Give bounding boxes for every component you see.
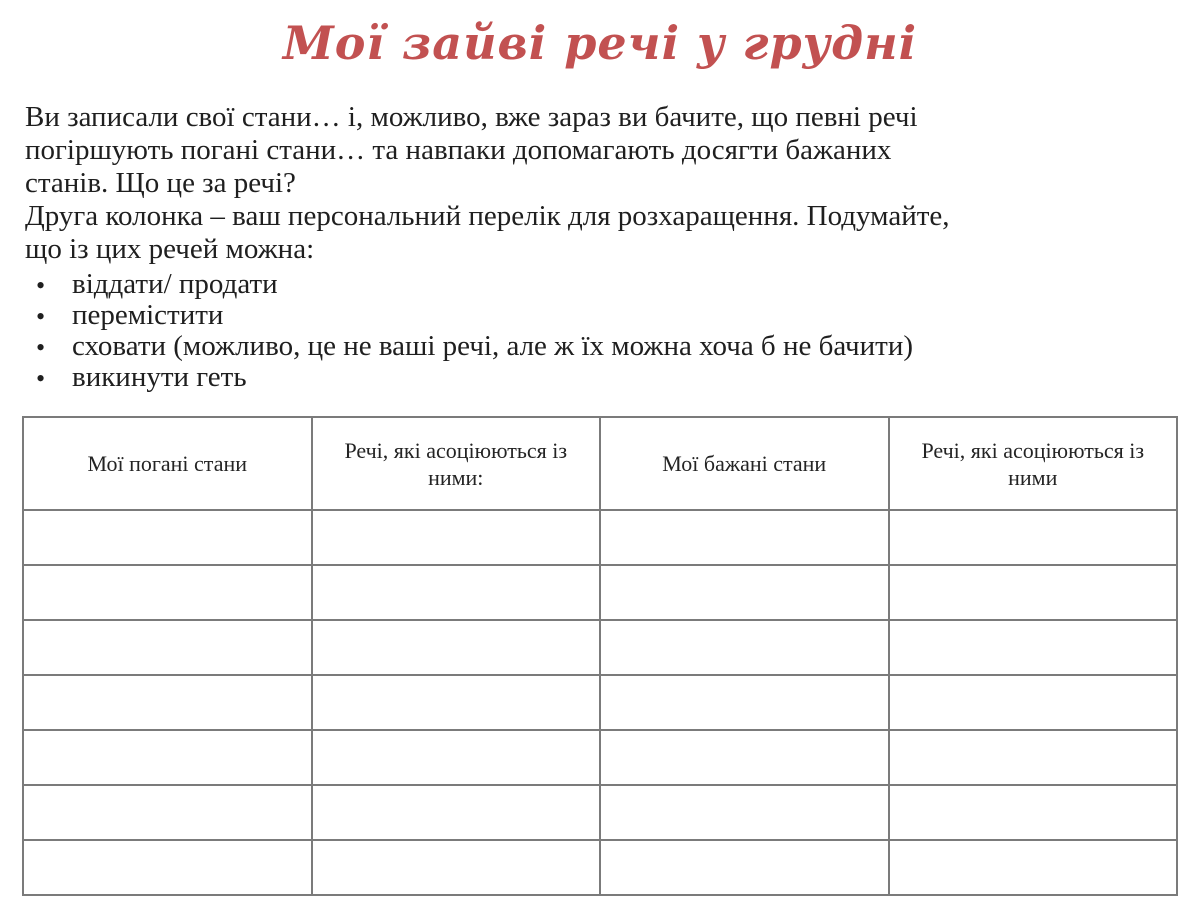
table-cell xyxy=(889,510,1178,565)
table-cell xyxy=(889,565,1178,620)
bullet-text: сховати (можливо, це не ваші речі, але ж їх можна хоча б не бачити) xyxy=(72,330,913,362)
table-cell xyxy=(889,840,1178,895)
table-row xyxy=(23,620,1177,675)
table-row xyxy=(23,510,1177,565)
table-cell xyxy=(600,675,889,730)
page-title: Мої зайві речі у грудні xyxy=(282,16,918,70)
table-cell xyxy=(23,785,312,840)
table-cell xyxy=(312,730,601,785)
bullet-item xyxy=(36,299,1180,331)
table-cell xyxy=(889,785,1178,840)
bullet-item xyxy=(36,361,1180,393)
table-cell xyxy=(600,565,889,620)
table-cell xyxy=(312,785,601,840)
table-cell xyxy=(889,730,1178,785)
bullet-marker-icon: • xyxy=(36,302,46,331)
table-row xyxy=(23,730,1177,785)
intro-line: Ви записали свої стани… і, можливо, вже зараз ви бачите, що певні речі xyxy=(25,101,918,133)
table-cell xyxy=(23,620,312,675)
bullet-text: перемістити xyxy=(72,299,224,331)
table-cell xyxy=(312,840,601,895)
header-cell-things-bad: Речі, які асоціюються із ними: xyxy=(312,417,601,510)
table-cell xyxy=(600,510,889,565)
table-cell xyxy=(312,675,601,730)
table-cell xyxy=(312,565,601,620)
intro-line: станів. Що це за речі? xyxy=(25,167,296,199)
table-body xyxy=(23,510,1177,895)
table-row xyxy=(23,675,1177,730)
header-cell-desired-states: Мої бажані стани xyxy=(600,417,889,510)
document-page xyxy=(0,16,1200,916)
intro-line: Друга колонка – ваш персональний перелік для розхаращення. Подумайте, xyxy=(25,200,950,232)
bullet-item xyxy=(36,268,1180,300)
bullet-marker-icon: • xyxy=(36,333,46,362)
table-cell xyxy=(23,565,312,620)
table-cell xyxy=(23,840,312,895)
header-cell-bad-states: Мої погані стани xyxy=(23,417,312,510)
table-cell xyxy=(600,730,889,785)
table-cell xyxy=(600,840,889,895)
bullet-text: викинути геть xyxy=(72,361,247,393)
intro-paragraph xyxy=(25,101,1180,266)
table-cell xyxy=(312,620,601,675)
bullet-item xyxy=(36,330,1180,362)
table-cell xyxy=(23,510,312,565)
table-cell xyxy=(23,675,312,730)
table-cell xyxy=(889,620,1178,675)
bullet-marker-icon: • xyxy=(36,271,46,300)
table-cell xyxy=(312,510,601,565)
intro-line: що із цих речей можна: xyxy=(25,233,315,265)
header-cell-things-desired: Речі, які асоціюються із ними xyxy=(889,417,1178,510)
worksheet-table xyxy=(22,416,1178,896)
table-cell xyxy=(23,730,312,785)
bullet-list xyxy=(0,269,1180,393)
table-header-row xyxy=(23,417,1177,510)
table-cell xyxy=(600,785,889,840)
table-row xyxy=(23,565,1177,620)
intro-line: погіршують погані стани… та навпаки допомагають досягти бажаних xyxy=(25,134,892,166)
table-row xyxy=(23,840,1177,895)
bullet-text: віддати/ продати xyxy=(72,268,278,300)
table-row xyxy=(23,785,1177,840)
table-cell xyxy=(600,620,889,675)
table-cell xyxy=(889,675,1178,730)
bullet-marker-icon: • xyxy=(36,364,46,393)
